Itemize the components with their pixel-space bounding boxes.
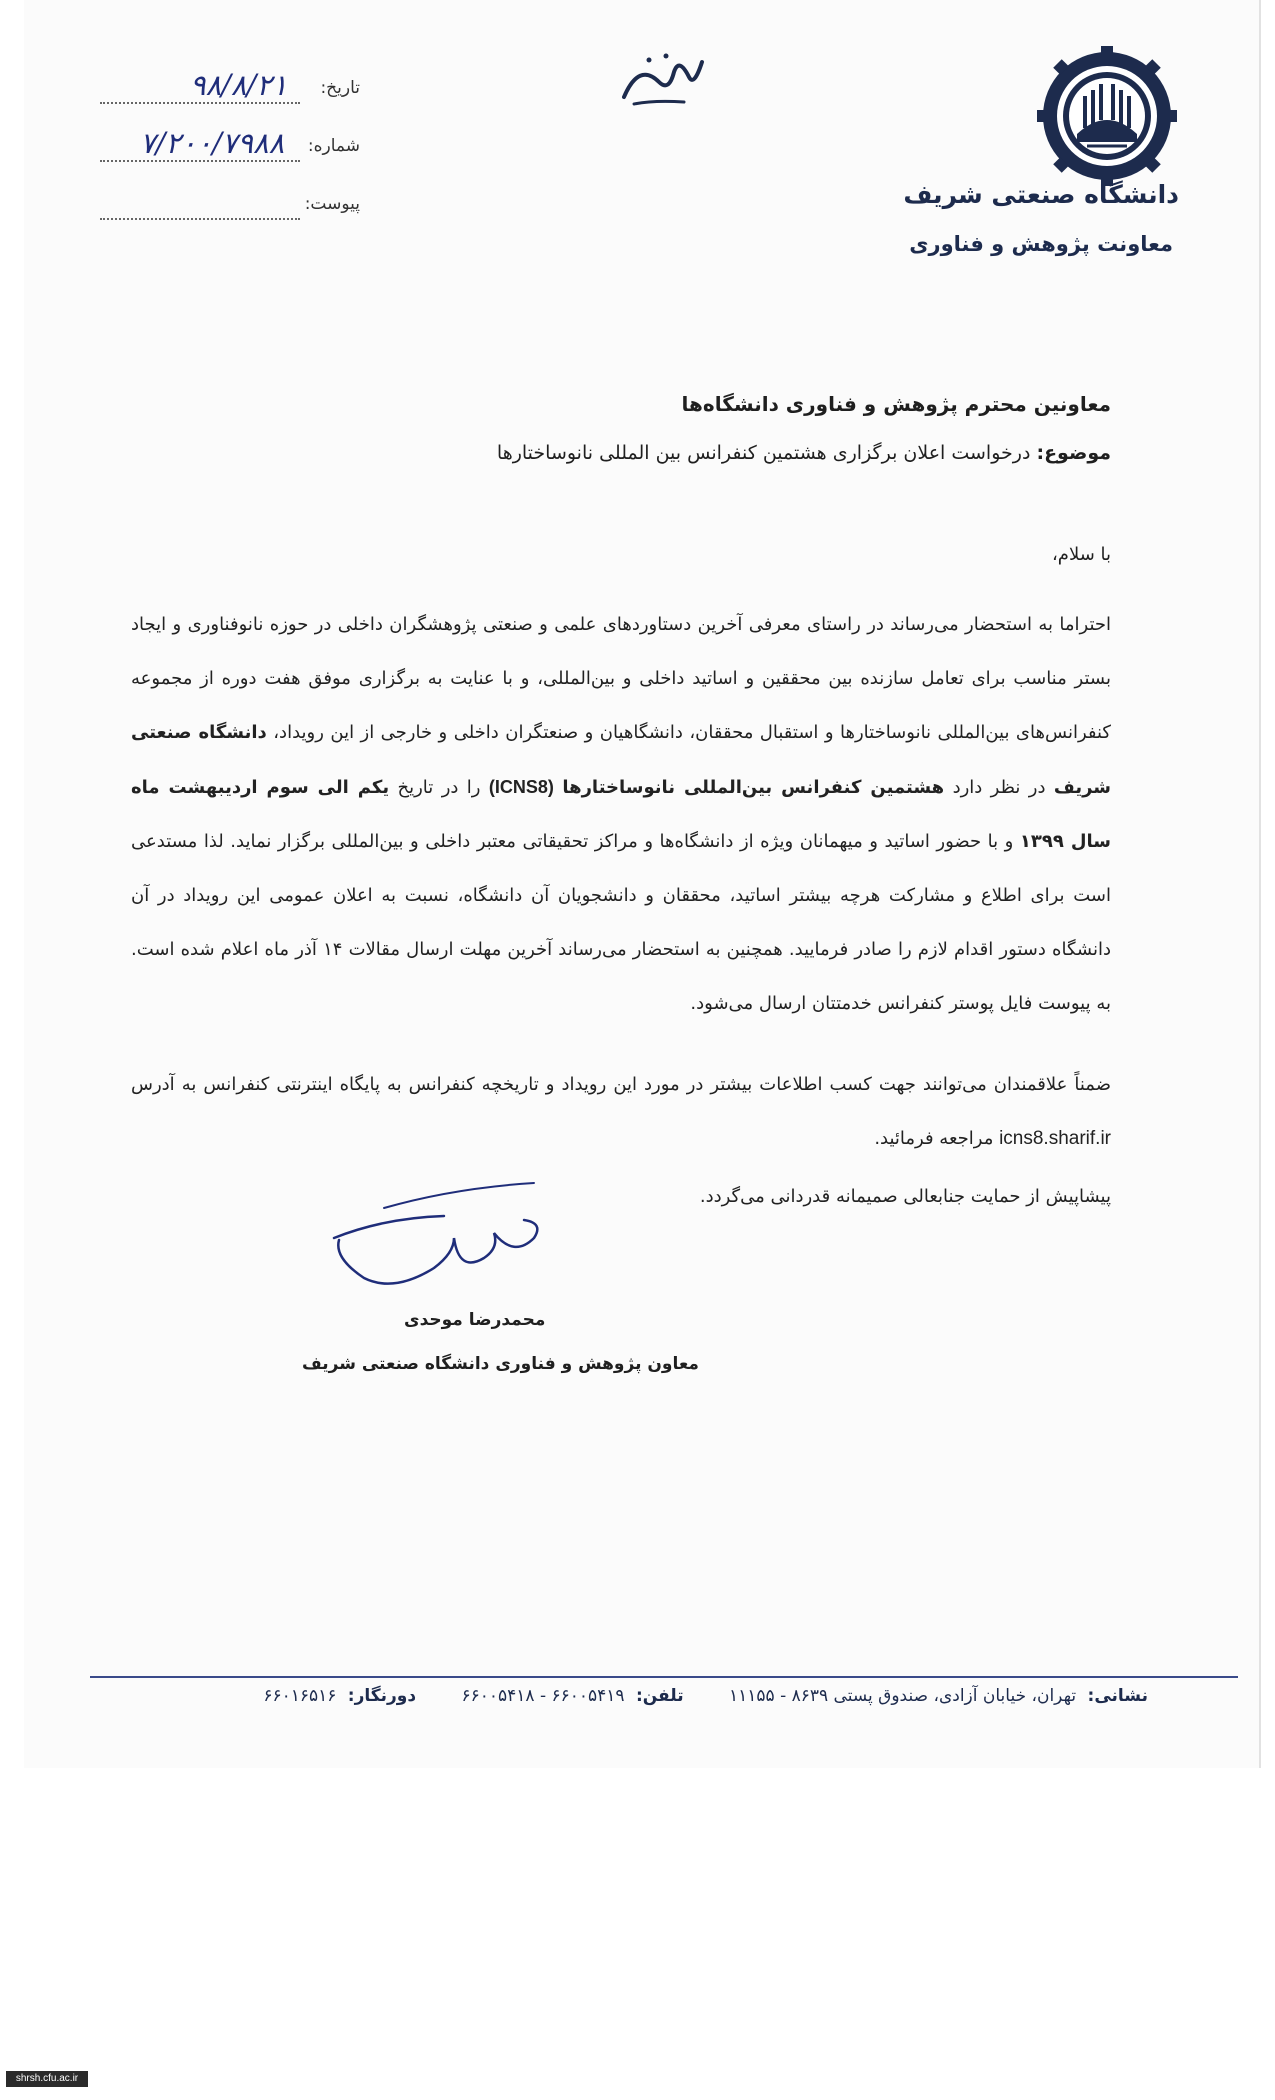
paragraph-text: را در تاریخ	[397, 777, 481, 798]
letterhead-footer	[184, 1686, 1148, 1716]
letter-sheet	[24, 0, 1261, 1768]
main-paragraph	[131, 598, 1111, 1031]
attachment-field	[100, 190, 360, 230]
site-watermark: shrsh.cfu.ac.ir	[6, 2071, 88, 2087]
footer-divider	[90, 1676, 1238, 1678]
website-paragraph	[131, 1058, 1111, 1166]
date-value: ۹۸/۸/۲۱	[190, 68, 288, 102]
organizer-name: دانشگاه صنعتی شریف	[131, 722, 1111, 798]
address-value: تهران، خیابان آزادی، صندوق پستی ۸۶۳۹ - ۱۱۱۵۵	[729, 1686, 1077, 1706]
paragraph-text: مراجعه فرمائید.	[874, 1128, 994, 1149]
sharif-university-emblem-icon	[1037, 46, 1177, 186]
number-label: شماره:	[307, 136, 360, 156]
conference-name: هشتمین کنفرانس بین‌المللی نانوساختارها	[562, 777, 945, 798]
address-label: نشانی:	[1087, 1686, 1148, 1706]
number-value: ۷/۲۰۰/۷۹۸۸	[140, 126, 285, 160]
phone-label: تلفن:	[635, 1686, 684, 1706]
department-name: معاونت پژوهش و فناوری	[909, 232, 1173, 256]
fax-label: دورنگار:	[347, 1686, 417, 1706]
attachment-label: پیوست:	[304, 194, 360, 214]
university-name: دانشگاه صنعتی شریف	[903, 180, 1179, 209]
addressee: معاونین محترم پژوهش و فناوری دانشگاه‌ها	[681, 392, 1111, 416]
paragraph-text: در نظر دارد	[952, 777, 1046, 798]
signer-title: معاون پژوهش و فناوری دانشگاه صنعتی شریف	[302, 1354, 699, 1374]
handwritten-signature-icon	[324, 1178, 554, 1308]
conference-abbr: (ICNS8)	[488, 777, 554, 797]
signer-name: محمدرضا موحدی	[404, 1310, 546, 1330]
phone-value: ۶۶۰۰۵۴۱۹ - ۶۶۰۰۵۴۱۸	[461, 1686, 625, 1706]
closing-line: پیشاپیش از حمایت جنابعالی صمیمانه قدردانی می‌گردد.	[699, 1186, 1111, 1207]
conference-website-link[interactable]: icns8.sharif.ir	[999, 1128, 1111, 1149]
subject-label: موضوع:	[1036, 442, 1111, 464]
bismihi-tala-calligraphy-icon	[614, 42, 714, 112]
subject-text: درخواست اعلان برگزاری هشتمین کنفرانس بین المللی نانوساختارها	[496, 442, 1031, 464]
greeting: با سلام،	[1052, 544, 1111, 565]
paragraph-text: ضمناً علاقمندان می‌توانند جهت کسب اطلاعات بیشتر در مورد این رویداد و تاریخچه کنفرانس به پایگاه اینترنتی کنفرانس به آدرس	[131, 1074, 1111, 1095]
subject-line	[497, 442, 1111, 464]
date-label: تاریخ:	[320, 78, 360, 98]
paragraph-text: احتراما به استحضار می‌رساند در راستای معرفی آخرین دستاوردهای علمی و صنعتی پژوهشگران داخلی در حوزه نانوفناوری و ایجاد بستر مناسب برای تعامل سازنده بین محققین و اساتید داخلی و بین‌المللی، و با عنایت به برگزاری موفق هفت دوره از مجموعه کنفرانس‌های بین‌المللی نانوساختارها و استقبال محققان، دانشگاهیان و صنعتگران داخلی و خارجی از این رویداد،	[131, 614, 1111, 743]
fax-value: ۶۶۰۱۶۵۱۶	[263, 1686, 337, 1706]
conference-dates: یکم الی سوم اردیبهشت ماه سال ۱۳۹۹	[131, 777, 1111, 852]
date-field	[100, 68, 360, 114]
number-field	[100, 126, 360, 172]
paragraph-text: و با حضور اساتید و میهمانان ویژه از دانشگاه‌ها و مراکز تحقیقاتی معتبر داخلی و بین‌المللی برگزار نماید. لذا مستدعی است برای اطلاع و مشارکت هرچه بیشتر اساتید، محققان و دانشجویان آن دانشگاه، نسبت به اعلان عمومی این رویداد در آن دانشگاه دستور اقدام لازم را صادر فرمایید. همچنین به استحضار می‌رساند آخرین مهلت ارسال مقالات ۱۴ آذر ماه اعلام شده است. به پیوست فایل پوستر کنفرانس خدمتتان ارسال می‌شود.	[131, 831, 1111, 1014]
